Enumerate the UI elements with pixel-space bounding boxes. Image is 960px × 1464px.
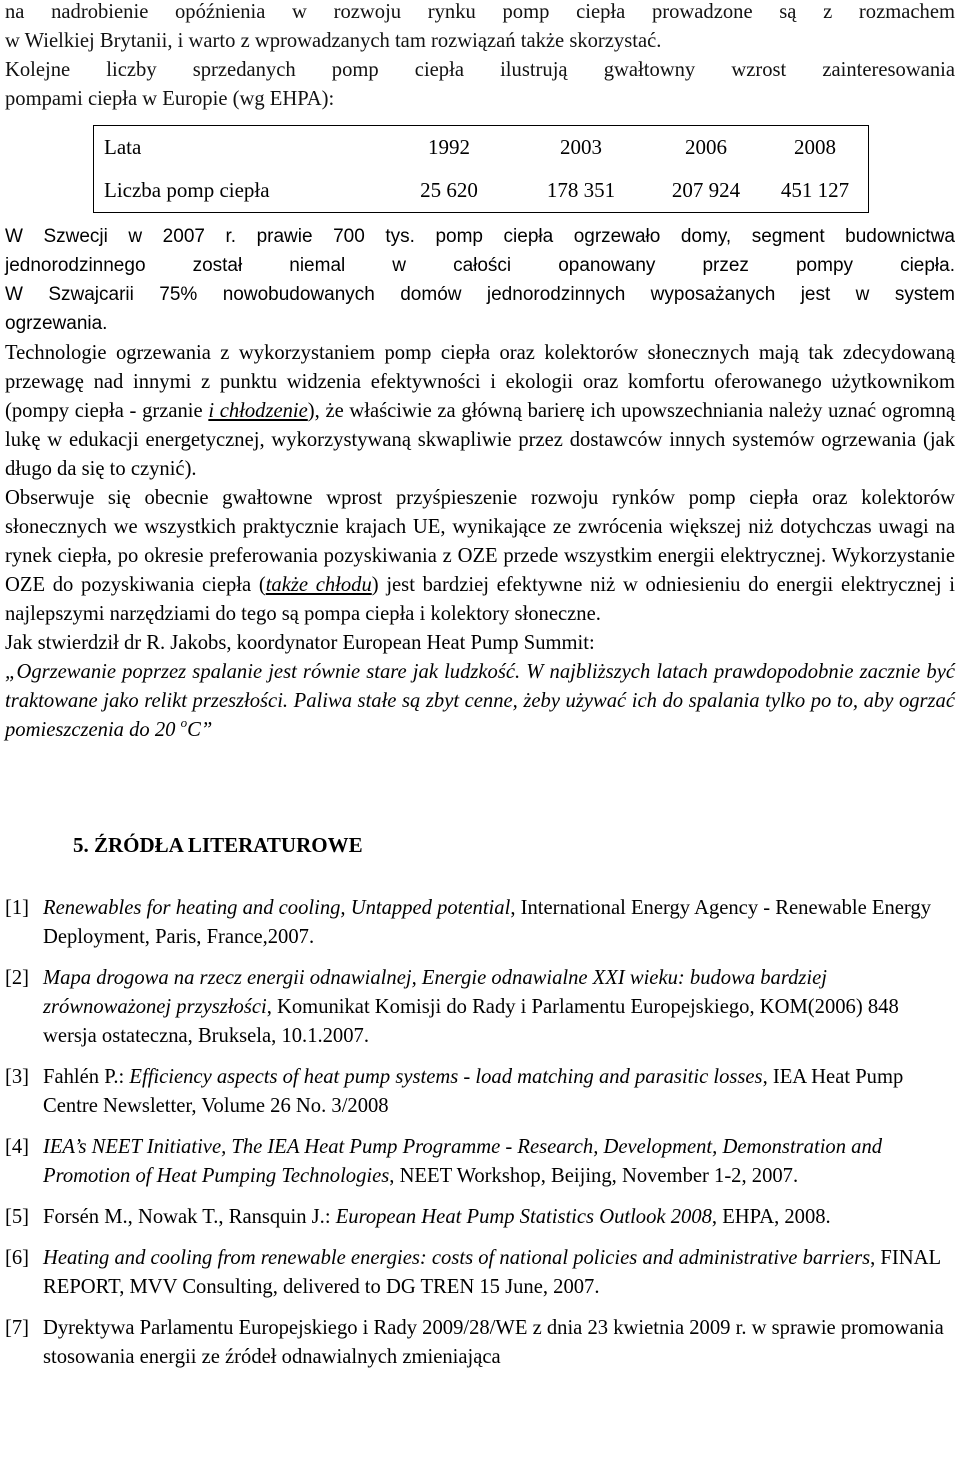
reference-body [43, 1244, 950, 1302]
reference-details: , IEA Heat Pump Centre Newsletter, Volume 26 No. 3/2008 [43, 1066, 904, 1117]
reference-title: IEA’s NEET Initiative, The IEA Heat Pump Programme - Research, Development, Demonstration and Promotion of Heat Pumping Technologies [43, 1136, 883, 1187]
reference-authors: Fahlén P.: [43, 1066, 130, 1088]
reference-details: , NEET Workshop, Beijing, November 1-2, 2007. [389, 1165, 799, 1187]
reference-body [43, 1203, 950, 1232]
reference-item [0, 1133, 950, 1191]
reference-authors: Forsén M., Nowak T., Ransquin J.: [43, 1206, 336, 1228]
reference-details: , FINAL REPORT, MVV Consulting, delivered to DG TREN 15 June, 2007. [43, 1247, 941, 1298]
degree-mark: o [180, 715, 188, 730]
table-label-years: Lata [104, 135, 142, 159]
sweden-line-2: jednorodzinnego został niemal w całości opanowany przez pompy ciepła. [5, 255, 955, 276]
section-title: 5. ŹRÓDŁA LITERATUROWE [73, 833, 363, 857]
reference-body [43, 1314, 950, 1372]
reference-item [0, 964, 950, 1051]
table-cell: 25 620 [420, 178, 478, 202]
body-text [5, 339, 955, 745]
reference-title: European Heat Pump Statistics Outlook 2008 [335, 1206, 712, 1228]
table-row-years [94, 126, 868, 169]
sweden-paragraph [5, 222, 955, 338]
heat-pump-sales-table [93, 125, 869, 213]
reference-body [43, 1133, 950, 1191]
jakobs-line: Jak stwierdził dr R. Jakobs, koordynator European Heat Pump Summit: [5, 632, 595, 654]
reference-number: [6] [5, 1247, 30, 1269]
sweden-line-3: W Szwajcarii 75% nowobudowanych domów jednorodzinnych wyposażanych jest w system [5, 284, 955, 305]
technology-paragraph [5, 339, 955, 484]
reference-item [0, 1203, 950, 1232]
reference-body [43, 1063, 950, 1121]
quote-text: „Ogrzewanie poprzez spalanie jest równie stare jak ludzkość. W najbliższych latach prawdopodobnie zacznie być traktowane jako relikt przeszłości. Paliwa stałe są zbyt cenne, żeby używać ich do spalania tylko po to, aby ogrzać pomieszczenia do 20 [5, 661, 955, 741]
reference-details: , International Energy Agency - Renewable Energy Deployment, Paris, France,2007. [43, 897, 932, 948]
observation-text-emph: także chłodu [265, 574, 372, 596]
intro-line-3: Kolejne liczby sprzedanych pomp ciepła ilustrują gwałtowny wzrost zainteresowania [5, 59, 955, 81]
reference-number: [1] [5, 897, 30, 919]
reference-number: [3] [5, 1066, 30, 1088]
reference-item [0, 1244, 950, 1302]
table-cell: 451 127 [780, 178, 850, 202]
reference-item [0, 894, 950, 952]
reference-details: , Komunikat Komisji do Rady i Parlamentu Europejskiego, KOM(2006) 848 wersja ostateczna, Bruksela, 10.1.2007. [43, 996, 899, 1047]
reference-title: Efficiency aspects of heat pump systems - load matching and parasitic losses [129, 1066, 763, 1088]
observation-text-a: Obserwuje się obecnie gwałtowne wprost przyśpieszenie rozwoju rynków pomp ciepła oraz kolektorów słonecznych we wszystkich praktycznie krajach UE, wynikające ze zwrócenia większej niż dotychczas uwagi na rynek ciepła, po okresie preferowania pozyskiwania z OZE przede wszystkim energii elektrycznej. Wykorzystanie OZE do pozyskiwania ciepła ( [5, 487, 955, 596]
table-cell: 1992 [428, 135, 470, 159]
reference-body [43, 894, 950, 952]
reference-number: [2] [5, 967, 30, 989]
reference-title: Renewables for heating and cooling, Untapped potential [43, 897, 511, 919]
table-cell: 178 351 [546, 178, 616, 202]
reference-number: [7] [5, 1317, 30, 1339]
reference-item [0, 1314, 950, 1372]
reference-body [43, 964, 950, 1051]
table-cell: 207 924 [671, 178, 741, 202]
intro-paragraph [5, 0, 955, 114]
intro-line-2: w Wielkiej Brytanii, i warto z wprowadzanych tam rozwiązań także skorzystać. [5, 30, 662, 52]
sweden-line-4: ogrzewania. [5, 313, 108, 334]
observation-text-c: ) jest bardziej efektywne niż w odniesieniu do energii elektrycznej i najlepszymi narzędziami do tego są pompa ciepła i kolektory słoneczne. [5, 574, 956, 625]
observation-paragraph [5, 484, 955, 629]
quote-end: C” [187, 719, 213, 741]
technology-text-c: ), że właściwie za główną barierę ich upowszechniania należy uznać ogromną lukę w edukacji energetycznej, wykorzystywaną skwapliwie przez dostawców innych systemów ogrzewania (jak długo da się to czynić). [5, 400, 956, 480]
reference-title: Mapa drogowa na rzecz energii odnawialnej, Energie odnawialne XXI wieku: budowa bardziej zrównoważonej przyszłości [43, 967, 827, 1018]
reference-authors: Dyrektywa Parlamentu Europejskiego i Rady 2009/28/WE z dnia 23 kwietnia 2009 r. w sprawie promowania stosowania energii ze źródeł odnawialnych zmieniająca [43, 1317, 944, 1368]
jakobs-quote [5, 658, 955, 745]
table-cell: 2003 [560, 135, 602, 159]
sweden-line-1: W Szwecji w 2007 r. prawie 700 tys. pomp ciepła ogrzewało domy, segment budownictwa [5, 226, 955, 247]
reference-number: [4] [5, 1136, 30, 1158]
intro-line-4: pompami ciepła w Europie (wg EHPA): [5, 88, 335, 110]
table-row-counts [94, 169, 868, 212]
intro-line-1: na nadrobienie opóźnienia w rozwoju rynku pomp ciepła prowadzone są z rozmachem [5, 1, 955, 23]
table-label-counts: Liczba pomp ciepła [104, 178, 270, 202]
technology-text-emph: i chłodzenie [208, 400, 308, 422]
technology-text-a: Technologie ogrzewania z wykorzystaniem pomp ciepła oraz kolektorów słonecznych mają tak zdecydowaną przewagę nad innymi z punktu widzenia efektywności i ekologii oraz komfortu oferowanego użytkownikom (pompy ciepła - grzanie [5, 342, 955, 422]
table-cell: 2008 [794, 135, 836, 159]
reference-number: [5] [5, 1206, 30, 1228]
reference-details: , EHPA, 2008. [711, 1206, 831, 1228]
table-cell: 2006 [685, 135, 727, 159]
reference-title: Heating and cooling from renewable energies: costs of national policies and administrative barriers [43, 1247, 871, 1269]
references-list [0, 894, 950, 1384]
reference-item [0, 1063, 950, 1121]
